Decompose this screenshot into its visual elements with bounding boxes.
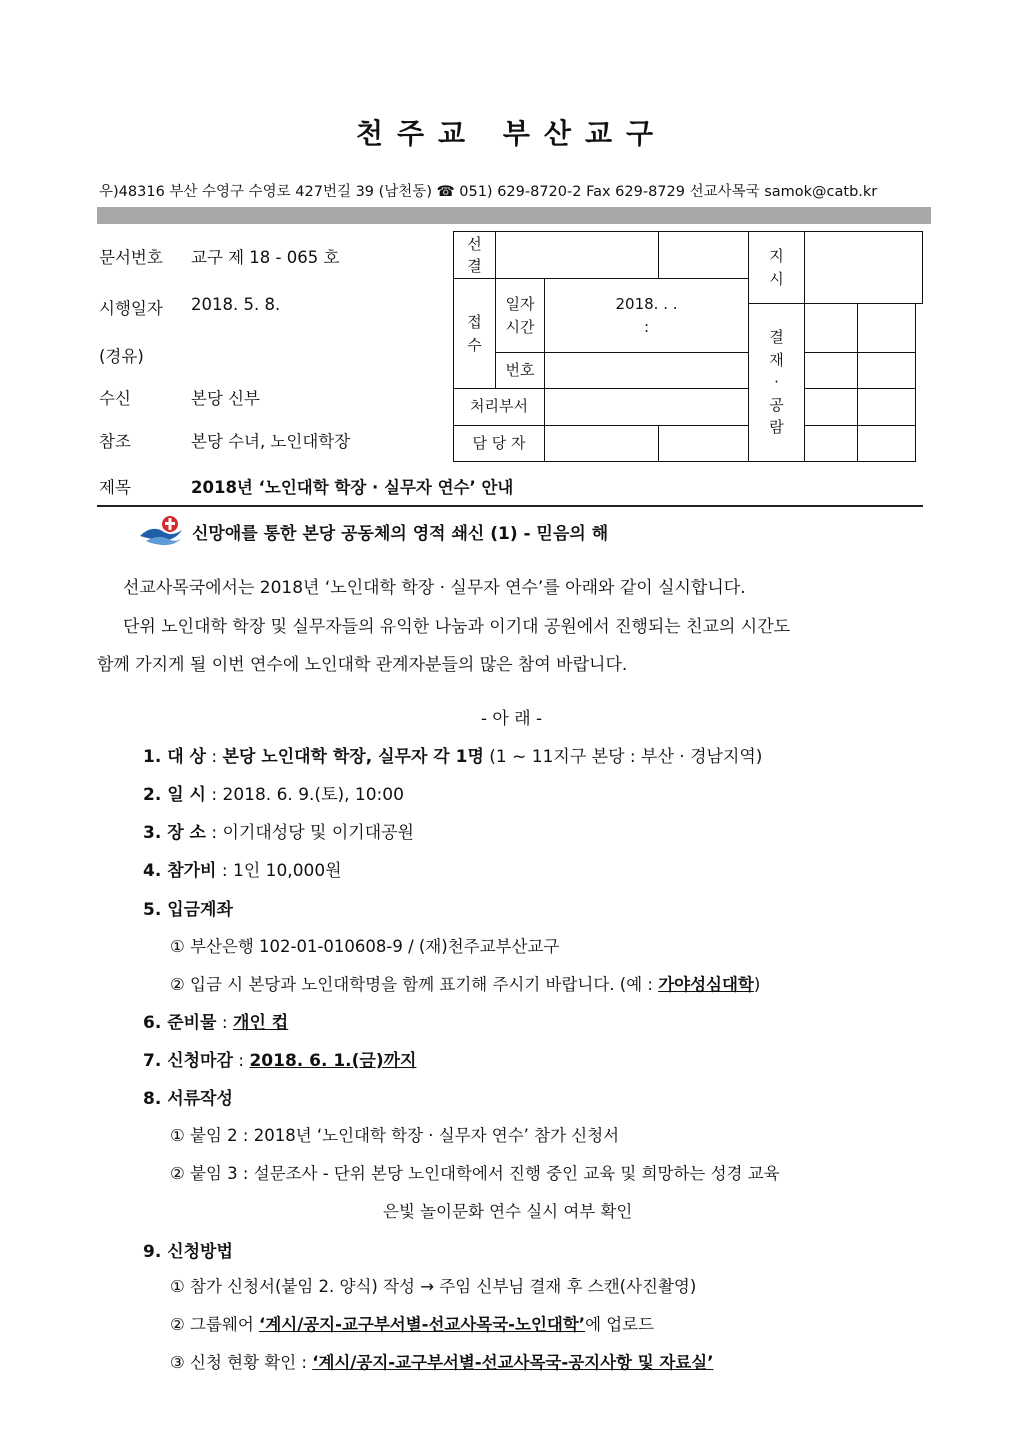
subject-value: 2018년 ‘노인대학 학장 · 실무자 연수’ 안내 <box>191 478 514 497</box>
method-step-1: ① 참가 신청서(붙임 2. 양식) 작성 → 주임 신부님 결재 후 스캔(사진촬영) <box>170 1277 697 1296</box>
account-note: ② 입금 시 본당과 노인대학명을 함께 표기해 주시기 바랍니다. (예 : 가야성심대학) <box>170 975 761 994</box>
reference-value: 본당 수녀, 노인대학장 <box>191 432 351 451</box>
diocese-logo-icon <box>138 514 184 546</box>
issue-date-label: 시행일자 <box>99 299 163 318</box>
instruction-cell[interactable] <box>805 232 923 304</box>
item-fee: 4. 참가비 : 1인 10,000원 <box>143 861 342 881</box>
document-attachment-2: ① 붙임 2 : 2018년 ‘노인대학 학장 · 실무자 연수’ 참가 신청서 <box>170 1126 620 1145</box>
approval-view-label: 결재·공람 <box>749 304 805 462</box>
approval-cell-4a[interactable] <box>805 426 858 462</box>
instruction-label: 지시 <box>749 232 805 304</box>
date-time-value[interactable]: 2018. . . : <box>545 279 749 353</box>
method-step-2: ② 그룹웨어 ‘계시/공지-교구부서별-선교사목국-노인대학’에 업로드 <box>170 1315 655 1334</box>
item-method: 9. 신청방법 <box>143 1242 233 1262</box>
recipient-label: 수신 <box>99 389 131 408</box>
receipt-label: 접수 <box>454 279 496 389</box>
item-datetime: 2. 일 시 : 2018. 6. 9.(토), 10:00 <box>143 785 404 805</box>
dept-value[interactable] <box>545 389 749 426</box>
intro-line-3: 함께 가지게 될 이번 연수에 노인대학 관계자분들의 많은 참여 바랍니다. <box>97 655 628 675</box>
dept-label: 처리부서 <box>454 389 545 426</box>
approval-cell-2a[interactable] <box>805 353 858 389</box>
issue-date-value: 2018. 5. 8. <box>191 295 281 314</box>
reference-label: 참조 <box>99 432 131 451</box>
item-supplies: 6. 준비물 : 개인 컵 <box>143 1013 289 1033</box>
document-attachment-3-cont: 은빛 놀이문화 연수 실시 여부 확인 <box>383 1202 633 1221</box>
item-target: 1. 대 상 : 본당 노인대학 학장, 실무자 각 1명 (1 ~ 11지구 본당 : 부산 · 경남지역) <box>143 747 763 767</box>
document-attachment-3: ② 붙임 3 : 설문조사 - 단위 본당 노인대학에서 진행 중인 교육 및 희망하는 성경 교육 <box>170 1164 780 1183</box>
page-title: 천주교 부산교구 <box>355 117 668 150</box>
header-divider-band <box>97 207 931 224</box>
approval-box <box>453 231 923 462</box>
approval-cell-3b[interactable] <box>858 389 916 426</box>
manager-value[interactable] <box>545 426 659 462</box>
approval-cell-1b[interactable] <box>858 304 916 353</box>
item-deadline: 7. 신청마감 : 2018. 6. 1.(금)까지 <box>143 1051 417 1071</box>
approval-cell-2b[interactable] <box>858 353 916 389</box>
item-account: 5. 입금계좌 <box>143 900 233 920</box>
approval-cell-3a[interactable] <box>805 389 858 426</box>
manager-label: 담 당 자 <box>454 426 545 462</box>
motto: 신망애를 통한 본당 공동체의 영적 쇄신 (1) - 믿음의 해 <box>192 524 609 544</box>
doc-number-value: 교구 제 18 - 065 호 <box>191 248 340 267</box>
date-time-label: 일자 시간 <box>496 279 545 353</box>
item-venue: 3. 장 소 : 이기대성당 및 이기대공원 <box>143 823 414 843</box>
approval-cell-4b[interactable] <box>858 426 916 462</box>
below-heading: - 아 래 - <box>480 709 543 729</box>
address-line: 우)48316 부산 수영구 수영로 427번길 39 (남천동) ☎ 051) 629-8720-2 Fax 629-8729 선교사목국 samok@catb.kr <box>99 184 878 200</box>
recipient-value: 본당 신부 <box>191 389 261 408</box>
item-documents: 8. 서류작성 <box>143 1089 233 1109</box>
subject-label: 제목 <box>99 478 131 497</box>
doc-number-label: 문서번호 <box>99 248 163 267</box>
method-step-3: ③ 신청 현황 확인 : ‘계시/공지-교구부서별-선교사목국-공지사항 및 자료실’ <box>170 1353 714 1372</box>
prior-decision-label: 선결 <box>454 232 496 279</box>
account-detail: ① 부산은행 102-01-010608-9 / (재)천주교부산교구 <box>170 937 560 956</box>
intro-line-2: 단위 노인대학 학장 및 실무자들의 유익한 나눔과 이기대 공원에서 진행되는 친교의 시간도 <box>123 617 791 637</box>
approval-cell-1a[interactable] <box>805 304 858 353</box>
intro-line-1: 선교사목국에서는 2018년 ‘노인대학 학장 · 실무자 연수’를 아래와 같이 실시합니다. <box>123 578 746 598</box>
via-label: (경유) <box>99 347 144 366</box>
number-label: 번호 <box>496 353 545 389</box>
number-value[interactable] <box>545 353 749 389</box>
prior-decision-cell[interactable] <box>496 232 659 279</box>
prior-decision-cell-2[interactable] <box>659 232 749 279</box>
manager-value-2[interactable] <box>659 426 749 462</box>
subject-divider <box>97 505 923 507</box>
